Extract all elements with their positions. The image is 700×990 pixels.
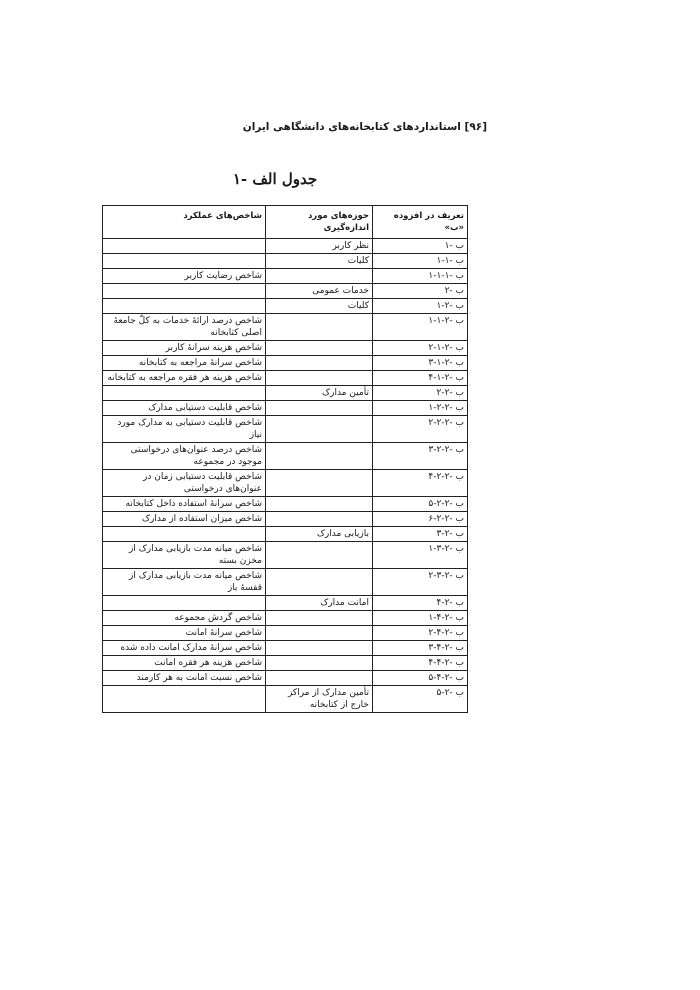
table-row	[103, 596, 468, 611]
table-body	[103, 239, 468, 713]
performance-indicator-cell: شاخص سرانهٔ مدارک امانت داده شده	[103, 641, 266, 656]
measured-area-cell: تأمین مدارک	[266, 386, 373, 401]
measured-area-cell	[266, 443, 373, 470]
measured-area-cell	[266, 497, 373, 512]
table-row	[103, 239, 468, 254]
column-header-definition: تعریف در افزوده «ب»	[373, 206, 468, 239]
measured-area-cell	[266, 626, 373, 641]
measured-area-cell	[266, 314, 373, 341]
column-header-measured-area: حوزه‌های مورد اندازه‌گیری	[266, 206, 373, 239]
measured-area-cell	[266, 671, 373, 686]
definition-code-cell: ب -۲-۲-۵	[373, 497, 468, 512]
definition-code-cell: ب -۲-۴-۲	[373, 626, 468, 641]
definition-code-cell: ب -۲-۲-۳	[373, 443, 468, 470]
table-row	[103, 443, 468, 470]
performance-indicator-cell: شاخص قابلیت دستیابی مدارک	[103, 401, 266, 416]
measured-area-cell: تأمین مدارک از مراکز خارج از کتابخانه	[266, 686, 373, 713]
table-row	[103, 416, 468, 443]
measured-area-cell	[266, 416, 373, 443]
table-row	[103, 356, 468, 371]
measured-area-cell: امانت مدارک	[266, 596, 373, 611]
definition-code-cell: ب -۲-۳-۲	[373, 569, 468, 596]
performance-indicator-cell	[103, 686, 266, 713]
performance-indicator-cell: شاخص میانه مدت بازیابی مدارک از مخزن بسته	[103, 542, 266, 569]
performance-indicator-cell: شاخص هزینه هر فقره مراجعه به کتابخانه	[103, 371, 266, 386]
table-row	[103, 527, 468, 542]
definition-code-cell: ب -۱-۱	[373, 254, 468, 269]
definition-code-cell: ب -۲-۴	[373, 596, 468, 611]
measured-area-cell	[266, 656, 373, 671]
measured-area-cell	[266, 269, 373, 284]
performance-indicator-cell: شاخص سرانهٔ امانت	[103, 626, 266, 641]
definition-code-cell: ب -۲-۴-۵	[373, 671, 468, 686]
definition-code-cell: ب -۲-۱-۳	[373, 356, 468, 371]
performance-indicator-cell	[103, 527, 266, 542]
measured-area-cell	[266, 470, 373, 497]
measured-area-cell: بازیابی مدارک	[266, 527, 373, 542]
definition-code-cell: ب -۲-۱-۴	[373, 371, 468, 386]
table-row	[103, 497, 468, 512]
definition-code-cell: ب -۲-۳	[373, 527, 468, 542]
measured-area-cell: خدمات عمومی	[266, 284, 373, 299]
performance-indicator-cell: شاخص هزینه هر فقره امانت	[103, 656, 266, 671]
definition-code-cell: ب -۲-۱	[373, 299, 468, 314]
definition-code-cell: ب -۲-۱-۲	[373, 341, 468, 356]
performance-indicator-cell	[103, 386, 266, 401]
performance-indicator-cell: شاخص سرانهٔ مراجعه به کتابخانه	[103, 356, 266, 371]
table-row	[103, 401, 468, 416]
table-title: جدول الف -۱	[232, 170, 318, 188]
column-header-performance-indicator: شاخص‌های عملکرد	[103, 206, 266, 239]
table-row	[103, 611, 468, 626]
definition-code-cell: ب -۲	[373, 284, 468, 299]
table-row	[103, 542, 468, 569]
performance-indicator-cell	[103, 239, 266, 254]
definition-code-cell: ب -۲-۴-۴	[373, 656, 468, 671]
performance-indicator-cell: شاخص درصد عنوان‌های درخواستی موجود در مجموعه	[103, 443, 266, 470]
definition-code-cell: ب -۲-۲-۴	[373, 470, 468, 497]
definition-code-cell: ب -۱	[373, 239, 468, 254]
measured-area-cell	[266, 401, 373, 416]
measured-area-cell	[266, 356, 373, 371]
table-row	[103, 626, 468, 641]
table-row	[103, 254, 468, 269]
table-row	[103, 386, 468, 401]
definition-code-cell: ب -۲-۲-۲	[373, 416, 468, 443]
performance-indicator-cell: شاخص قابلیت دستیابی به مدارک مورد نیاز	[103, 416, 266, 443]
definition-code-cell: ب -۲-۳-۱	[373, 542, 468, 569]
definition-code-cell: ب -۲-۱-۱	[373, 314, 468, 341]
measured-area-cell	[266, 542, 373, 569]
performance-indicator-cell: شاخص گردش مجموعه	[103, 611, 266, 626]
table-row	[103, 569, 468, 596]
table-row	[103, 371, 468, 386]
definition-code-cell: ب -۲-۵	[373, 686, 468, 713]
performance-indicator-cell: شاخص میانه مدت بازیابی مدارک از قفسهٔ باز	[103, 569, 266, 596]
table-row	[103, 284, 468, 299]
table-row	[103, 671, 468, 686]
measured-area-cell: کلیات	[266, 254, 373, 269]
running-header: [۹۶] استانداردهای کتابخانه‌های دانشگاهی ایران	[242, 121, 487, 133]
indicators-table	[102, 205, 468, 713]
table-row	[103, 269, 468, 284]
performance-indicator-cell: شاخص هزینه سرانهٔ کاربر	[103, 341, 266, 356]
definition-code-cell: ب -۲-۲-۱	[373, 401, 468, 416]
definition-code-cell: ب -۱-۱-۱	[373, 269, 468, 284]
performance-indicator-cell	[103, 284, 266, 299]
definition-code-cell: ب -۲-۲-۶	[373, 512, 468, 527]
definition-code-cell: ب -۲-۴-۳	[373, 641, 468, 656]
performance-indicator-cell: شاخص میزان استفاده از مدارک	[103, 512, 266, 527]
definition-code-cell: ب -۲-۲	[373, 386, 468, 401]
table-header-row	[103, 206, 468, 239]
performance-indicator-cell: شاخص رضایت کاربر	[103, 269, 266, 284]
table-row	[103, 314, 468, 341]
table-row	[103, 641, 468, 656]
performance-indicator-cell: شاخص درصد ارائهٔ خدمات به کلّ جامعهٔ اصلی کتابخانه	[103, 314, 266, 341]
table-row	[103, 341, 468, 356]
performance-indicator-cell: شاخص قابلیت دستیابی زمان در عنوان‌های درخواستی	[103, 470, 266, 497]
table-row	[103, 512, 468, 527]
table-row	[103, 656, 468, 671]
performance-indicator-cell	[103, 254, 266, 269]
performance-indicator-cell: شاخص نسبت امانت به هر کارمند	[103, 671, 266, 686]
measured-area-cell	[266, 569, 373, 596]
performance-indicator-cell: شاخص سرانهٔ استفاده داخل کتابخانه	[103, 497, 266, 512]
table-row	[103, 299, 468, 314]
table-row	[103, 686, 468, 713]
definition-code-cell: ب -۲-۴-۱	[373, 611, 468, 626]
measured-area-cell: کلیات	[266, 299, 373, 314]
measured-area-cell	[266, 641, 373, 656]
measured-area-cell: نظر کاربر	[266, 239, 373, 254]
table-row	[103, 470, 468, 497]
performance-indicator-cell	[103, 299, 266, 314]
performance-indicator-cell	[103, 596, 266, 611]
measured-area-cell	[266, 341, 373, 356]
measured-area-cell	[266, 371, 373, 386]
measured-area-cell	[266, 512, 373, 527]
measured-area-cell	[266, 611, 373, 626]
